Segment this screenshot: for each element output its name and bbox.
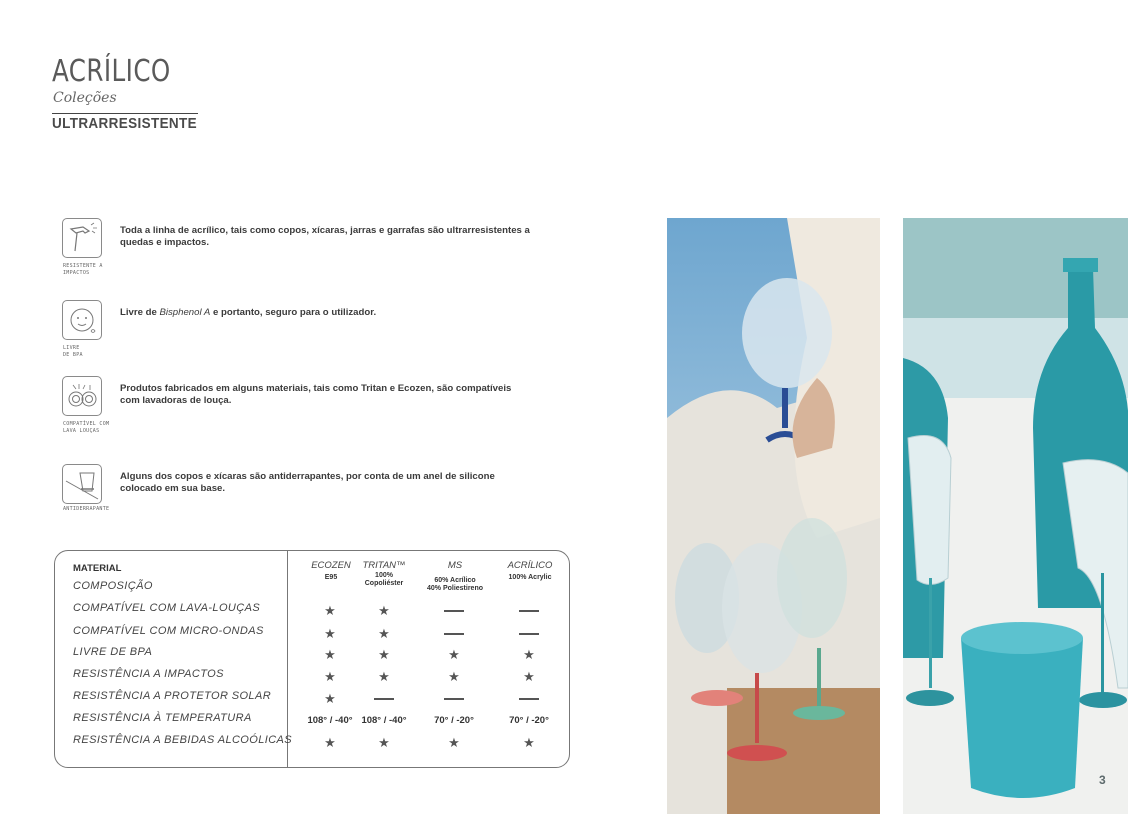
star-icon: ★ [448,647,460,662]
feature-caption: RESISTENTE A IMPACTOS [63,263,103,276]
star-icon: ★ [448,735,460,750]
row-label: LIVRE DE BPA [73,646,153,658]
star-icon: ★ [324,691,336,706]
composition-ms: 60% Acrílico 40% Poliestireno [426,577,484,592]
column-header-tritan: TRITAN™ [362,560,406,571]
star-icon: ★ [378,647,390,662]
composition-tritan: 100% Copoliéster [364,572,404,587]
feature-caption: LIVRE DE BPA [63,345,83,358]
dash-icon [444,610,464,612]
star-icon: ★ [324,735,336,750]
feature-description: Toda a linha de acrílico, tais como copos, xícaras, jarras e garrafas são ultrarresistentes a quedas e impactos. [120,225,530,248]
column-header-acrilico: ACRÍLICO [507,560,553,571]
page-subtitle: ULTRARRESISTENTE [52,115,198,132]
feature-description: Livre de Bisphenol A e portanto, seguro para o utilizador. [120,307,377,318]
column-header-ecozen: ECOZEN [311,560,351,571]
row-label: RESISTÊNCIA A IMPACTOS [73,668,224,680]
dash-icon [519,610,539,612]
row-label: COMPATÍVEL COM MICRO-ONDAS [73,625,264,637]
feature-caption: ANTIDERRAPANTE [63,506,110,512]
anti-slip-cup-icon [62,464,102,504]
dash-icon [519,633,539,635]
hammer-impact-icon [62,218,102,258]
collection-script-label: Coleções [53,90,117,106]
star-icon: ★ [378,735,390,750]
feature-description: Alguns dos copos e xícaras são antiderrapantes, por conta de um anel de silicone colocado em sua base. [120,471,495,494]
feature-caption: COMPATÍVEL COM LAVA LOUÇAS [63,421,110,434]
page-number: 3 [1099,773,1106,787]
dash-icon [444,633,464,635]
composition-acrilico: 100% Acrylic [508,574,552,581]
dash-icon [444,698,464,700]
photo-woman-holding-glass [667,218,880,814]
row-label: COMPOSIÇÃO [73,580,153,592]
dishwasher-plates-icon [62,376,102,416]
dash-icon [519,698,539,700]
composition-ecozen: E95 [324,574,338,581]
star-icon: ★ [448,669,460,684]
title-divider [52,113,198,114]
page-title: ACRÍLICO [52,54,171,89]
star-icon: ★ [378,603,390,618]
temperature-value: 108° / -40° [307,715,353,726]
row-label: RESISTÊNCIA A BEBIDAS ALCOÓLICAS [73,734,293,746]
temperature-value: 70° / -20° [434,715,474,726]
temperature-value: 108° / -40° [361,715,407,726]
feature-description: Produtos fabricados em alguns materiais, tais como Tritan e Ecozen, são compatíveis com lavadoras de louça. [120,383,512,406]
row-label: RESISTÊNCIA À TEMPERATURA [73,712,252,724]
material-header: MATERIAL [73,563,122,574]
star-icon: ★ [523,647,535,662]
star-icon: ★ [324,647,336,662]
star-icon: ★ [523,669,535,684]
temperature-value: 70° / -20° [509,715,549,726]
baby-face-icon [62,300,102,340]
dash-icon [374,698,394,700]
star-icon: ★ [324,603,336,618]
star-icon: ★ [523,735,535,750]
column-header-ms: MS [447,560,463,571]
row-label: RESISTÊNCIA A PROTETOR SOLAR [73,690,272,702]
star-icon: ★ [378,626,390,641]
star-icon: ★ [378,669,390,684]
row-label: COMPATÍVEL COM LAVA-LOUÇAS [73,602,261,614]
star-icon: ★ [324,626,336,641]
photo-teal-glassware [903,218,1128,814]
star-icon: ★ [324,669,336,684]
